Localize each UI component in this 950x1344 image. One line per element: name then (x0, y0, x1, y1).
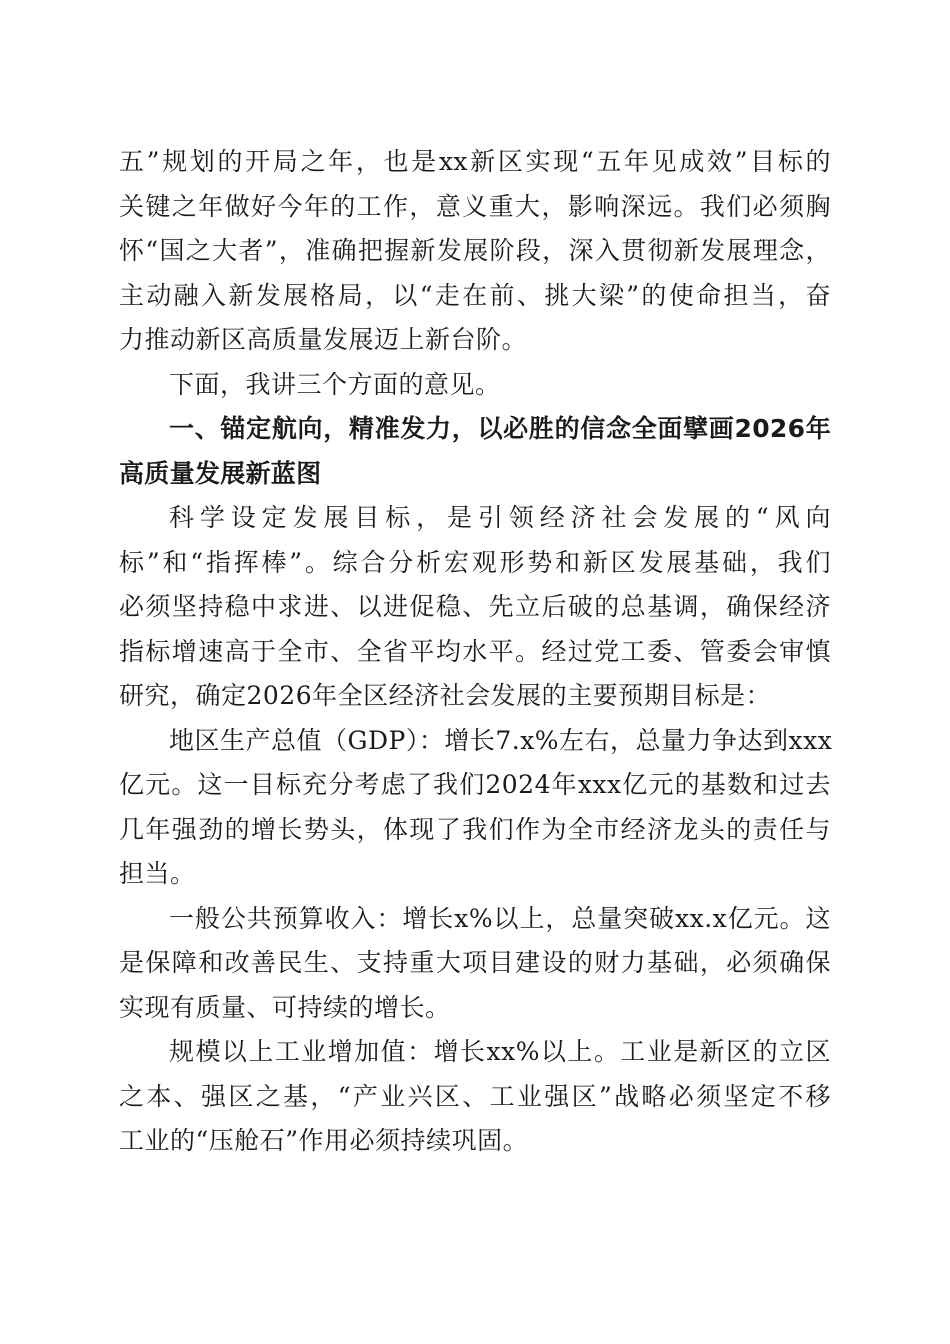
paragraph-line: 怀“国之大者”，准确把握新发展阶段，深入贯彻新发展理念， (119, 236, 831, 265)
paragraph-line: 指标增速高于全市、全省平均水平。经过党工委、管委会审慎 (119, 636, 831, 666)
paragraph-line: 必须坚持稳中求进、以进促稳、先立后破的总基调，确保经济 (119, 592, 831, 621)
document-body (119, 140, 831, 1164)
paragraph-line: 主动融入新发展格局，以“走在前、挑大梁”的使命担当，奋 (119, 280, 831, 310)
paragraph-line: 实现有质量、可持续的增长。 (119, 992, 451, 1022)
paragraph-line: 规模以上工业增加值：增长xx%以上。工业是新区的立区 (169, 1037, 831, 1066)
paragraph-line: 一般公共预算收入：增长x%以上，总量突破xx.x亿元。这 (169, 903, 831, 933)
paragraph-line: 担当。 (119, 859, 196, 888)
paragraph-line: 标”和“指挥棒”。综合分析宏观形势和新区发展基础，我们 (119, 547, 831, 577)
paragraph-line: 五”规划的开局之年，也是xx新区实现“五年见成效”目标的 (119, 147, 831, 176)
paragraph-line: 几年强劲的增长势头，体现了我们作为全市经济龙头的责任与 (119, 814, 831, 844)
paragraph-line: 科学设定发展目标，是引领经济社会发展的“风向 (169, 503, 831, 532)
paragraph-line: 研究，确定2026年全区经济社会发展的主要预期目标是： (119, 681, 772, 710)
paragraph-line: 力推动新区高质量发展迈上新台阶。 (119, 325, 528, 354)
paragraph-line: 是保障和改善民生、支持重大项目建设的财力基础，必须确保 (119, 948, 831, 977)
paragraph-line: 下面，我讲三个方面的意见。 (169, 369, 501, 399)
section-heading: 一、锚定航向，精准发力，以必胜的信念全面擘画2026年 (169, 414, 831, 443)
paragraph-line: 之本、强区之基，“产业兴区、工业强区”战略必须坚定不移 (119, 1081, 831, 1111)
section-heading: 高质量发展新蓝图 (119, 458, 322, 488)
paragraph-line: 关键之年做好今年的工作，意义重大，影响深远。我们必须胸 (119, 191, 831, 221)
paragraph-line: 工业的“压舱石”作用必须持续巩固。 (119, 1126, 529, 1155)
paragraph-line: 亿元。这一目标充分考虑了我们2024年xxx亿元的基数和过去 (119, 770, 831, 799)
paragraph-line: 地区生产总值（GDP）：增长7.x%左右，总量力争达到xxx (169, 725, 833, 755)
